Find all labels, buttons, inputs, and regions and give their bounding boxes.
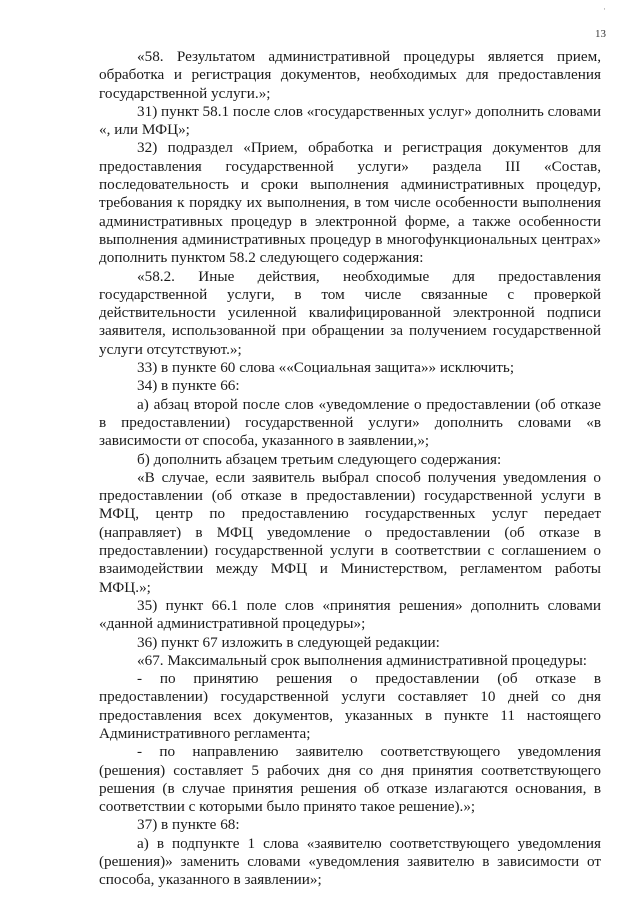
paragraph-item-33: 33) в пункте 60 слова ««Социальная защита»» исключить; xyxy=(137,359,515,377)
paragraph-67-max-term: «67. Максимальный срок выполнения административной процедуры: xyxy=(137,651,587,669)
paragraph-decision-term: - по принятию решения о предоставлении (об отказе в предоставлении) государственной услуги составляет 10 дней со дня предоставления всех документов, указанных в пункте 11 настоящего Административного регламента; xyxy=(99,670,601,742)
paragraph-item-34-b: б) дополнить абзацем третьим следующего содержания: xyxy=(137,450,502,468)
paragraph-item-36: 36) пункт 67 изложить в следующей редакции: xyxy=(137,633,440,651)
paragraph-item-35: 35) пункт 66.1 поле слов «принятия решения» дополнить словами «данной административной процедуры»; xyxy=(99,596,601,633)
paragraph-item-34-a: а) абзац второй после слов «уведомление о предоставлении (об отказе в предоставлении) государственной услуги» дополнить словами «в зависимости от способа, указанного в заявлении,»; xyxy=(99,395,601,450)
paragraph-58-result: «58. Результатом административной процедуры является прием, обработка и регистрация документов, необходимых для предоставления государственной услуги.»; xyxy=(99,48,601,102)
paragraph-item-31: 31) пункт 58.1 после слов «государственных услуг» дополнить словами «, или МФЦ»; xyxy=(99,102,601,139)
paragraph-mfc-notice: «В случае, если заявитель выбрал способ получения уведомления о предоставлении (об отказе в предоставлении) государственной услуги в МФЦ, центр по предоставлению государственных услуг передает (направляет) в МФЦ уведомление о предоставлении (об отказе в предоставлении) государственной услуги в соответствии с соглашением о взаимодействии между МФЦ и Министерством, регламентом работы МФЦ.»; xyxy=(99,468,601,596)
document-body xyxy=(99,48,601,890)
paragraph-item-34: 34) в пункте 66: xyxy=(137,377,240,395)
paragraph-item-37: 37) в пункте 68: xyxy=(137,816,240,834)
page-number: 13 xyxy=(595,28,606,40)
paragraph-58-2: «58.2. Иные действия, необходимые для предоставления государственной услуги, в том числе связанные с проверкой действительности усиленной квалифицированной электронной подписи заявителя, использованной при обращении за получением государственной услуги отсутствуют.»; xyxy=(99,267,601,358)
corner-mark: · xyxy=(603,4,606,14)
paragraph-item-37-a: а) в подпункте 1 слова «заявителю соответствующего уведомления (решения)» заменить словами «уведомления заявителю в зависимости от способа, указанного в заявлении»; xyxy=(99,834,601,889)
paragraph-item-32: 32) подраздел «Прием, обработка и регистрация документов для предоставления государственной услуги» раздела III «Состав, последовательность и сроки выполнения административных процедур, требования к порядку их выполнения, в том числе особенности выполнения административных процедур в электронной форме, а также особенности выполнения административных процедур в многофункциональных центрах» дополнить пунктом 58.2 следующего содержания: xyxy=(99,139,601,267)
paragraph-notice-term: - по направлению заявителю соответствующего уведомления (решения) составляет 5 рабочих дня со дня принятия соответствующего решения (в случае принятия решения об отказе излагаются основания, в соответствии с которыми было принято такое решение).»; xyxy=(99,743,601,816)
